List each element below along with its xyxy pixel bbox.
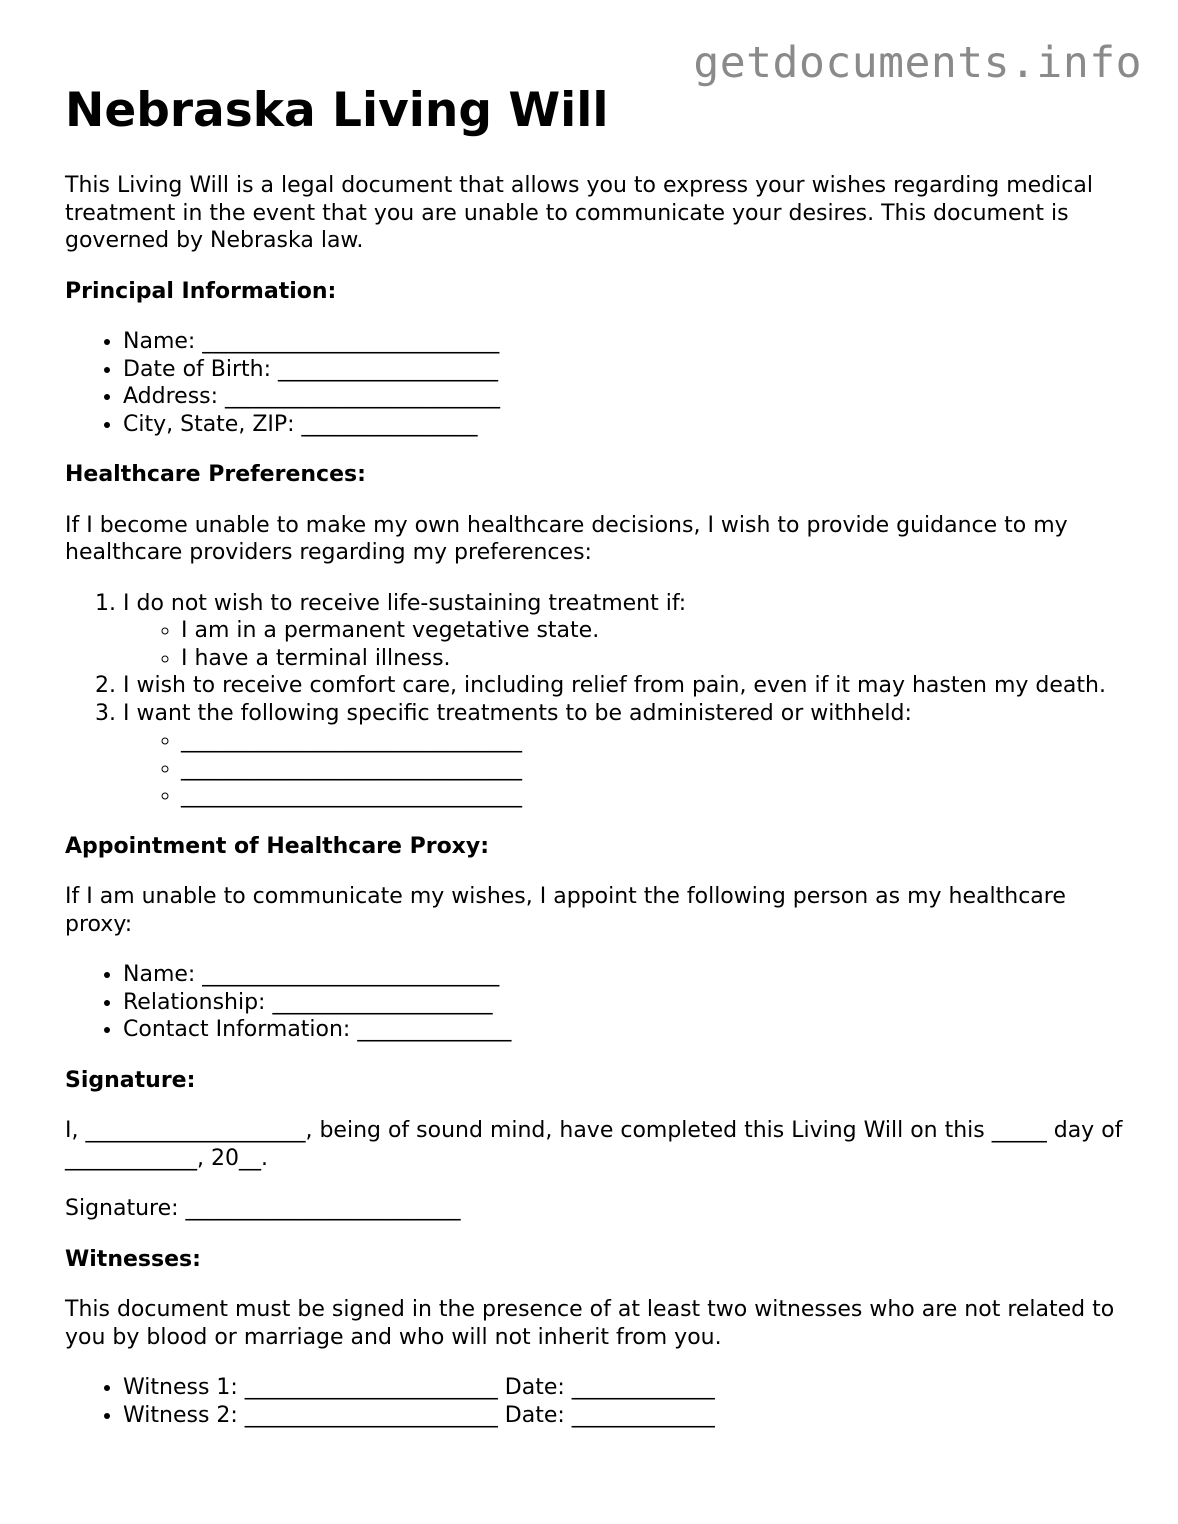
preference-item [123, 700, 1125, 810]
principal-address-field: • Address: _________________________ [123, 383, 1125, 411]
preference-subitem: ◦ I am in a permanent vegetative state. [181, 617, 1125, 645]
witnesses-list [65, 1374, 1125, 1429]
document-body [65, 84, 1125, 1429]
preferences-list [65, 590, 1125, 810]
proxy-relationship-field: • Relationship: ____________________ [123, 989, 1125, 1017]
principal-heading: Principal Information: [65, 278, 337, 304]
treatment-blank-line: ◦ _______________________________ [181, 782, 1125, 810]
principal-list [65, 328, 1125, 438]
principal-city-field: • City, State, ZIP: ________________ [123, 411, 1125, 439]
signature-heading: Signature: [65, 1067, 196, 1093]
preference-item-text: I do not wish to receive life-sustaining treatment if: [123, 590, 687, 616]
preference-item [123, 672, 1125, 700]
witness-1-field: • Witness 1: _______________________ Date: _____________ [123, 1374, 1125, 1402]
treatment-blank-list [123, 727, 1125, 810]
signature-line: Signature: _________________________ [65, 1196, 461, 1221]
proxy-contact-field: • Contact Information: ______________ [123, 1016, 1125, 1044]
proxy-list [65, 961, 1125, 1044]
preferences-heading: Healthcare Preferences: [65, 462, 366, 487]
preference-subitem: ◦ I have a terminal illness. [181, 645, 1125, 673]
principal-dob-field: • Date of Birth: ____________________ [123, 356, 1125, 384]
preference-sublist [123, 617, 1125, 672]
proxy-name-field: • Name: ___________________________ [123, 961, 1125, 989]
document-title: Nebraska Living Will [65, 83, 609, 138]
proxy-paragraph: If I am unable to communicate my wishes, I appoint the following person as my healthcare proxy: [65, 884, 1066, 937]
preferences-paragraph: If I become unable to make my own healthcare decisions, I wish to provide guidance to my healthcare providers regarding my preferences: [65, 512, 1068, 565]
witnesses-paragraph: This document must be signed in the presence of at least two witnesses who are not related to you by blood or marriage and who will not inherit from you. [65, 1297, 1115, 1350]
preference-item-text: I wish to receive comfort care, including relief from pain, even if it may hasten my death. [123, 673, 1106, 698]
watermark-text: getdocuments.info [693, 38, 1142, 88]
intro-paragraph: This Living Will is a legal document that allows you to express your wishes regarding medical treatment in the event that you are unable to communicate your desires. This document is governed by Nebraska law. [65, 173, 1093, 253]
preference-item [123, 590, 1125, 673]
treatment-blank-line: ◦ _______________________________ [181, 755, 1125, 783]
principal-name-field: • Name: ___________________________ [123, 328, 1125, 356]
witness-2-field: • Witness 2: _______________________ Date: _____________ [123, 1402, 1125, 1430]
signature-statement: I, ____________________, being of sound mind, have completed this Living Will on this _____ day of ____________, 20__. [65, 1118, 1123, 1171]
preference-item-text: I want the following specific treatments to be administered or withheld: [123, 700, 912, 726]
treatment-blank-line: ◦ _______________________________ [181, 727, 1125, 755]
witnesses-heading: Witnesses: [65, 1246, 201, 1272]
proxy-heading: Appointment of Healthcare Proxy: [65, 833, 490, 859]
